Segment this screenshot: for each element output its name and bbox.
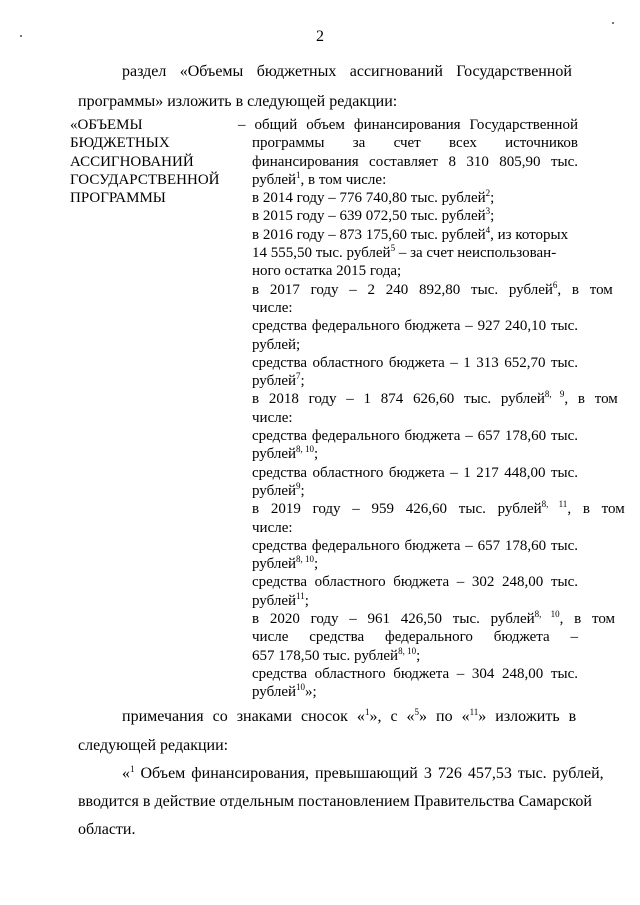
year-2020-line: числе средства федерального бюджета –	[252, 629, 578, 646]
table-left-cell	[70, 116, 230, 207]
year-2014-line: в 2014 году – 776 740,80 тыс. рублей$^2$;	[252, 188, 495, 207]
year-2020-line: 657 178,50 тыс. рублей$^{8, 10}$;	[252, 645, 421, 664]
footnote-line-3: области.	[78, 821, 136, 838]
year-2015-line: в 2015 году – 639 072,50 тыс. рублей$^3$;	[252, 206, 495, 225]
left-cell-line: АССИГНОВАНИЙ	[70, 153, 194, 170]
footnote-line-2: вводится в действие отдельным постановлением Правительства Самарской	[78, 793, 592, 810]
year-2018-line: рублей$^9$;	[252, 480, 305, 499]
table-right-cell	[238, 116, 625, 702]
year-2017-line: средства федерального бюджета – 927 240,10 тыс.	[252, 318, 578, 335]
left-cell-line: ГОСУДАРСТВЕННОЙ	[70, 171, 220, 188]
left-cell-line: БЮДЖЕТНЫХ	[70, 135, 170, 152]
funding-line: программы за счет всех источников	[252, 135, 578, 152]
year-2019-line: рублей$^{8, 10}$;	[252, 554, 319, 573]
year-2018-line: рублей$^{8, 10}$;	[252, 444, 319, 463]
scan-speck	[20, 35, 22, 37]
year-2019-line: числе:	[252, 519, 293, 536]
year-2019-line: средства федерального бюджета – 657 178,60 тыс.	[252, 537, 578, 554]
year-2019-line: в 2019 году – 959 426,60 тыс. рублей$^{8, 11}$, в том	[252, 499, 625, 518]
year-2016-line: ного остатка 2015 года;	[252, 263, 402, 280]
year-2018-line: числе:	[252, 409, 293, 426]
year-2018-line: средства федерального бюджета – 657 178,60 тыс.	[252, 428, 578, 445]
year-2018-line: средства областного бюджета – 1 217 448,00 тыс.	[252, 464, 578, 481]
year-2019-line: рублей$^{11}$;	[252, 590, 309, 609]
year-2017-line: рублей$^7$;	[252, 371, 305, 390]
notes-paragraph-line-2: следующей редакции:	[78, 737, 229, 754]
page-number: 2	[316, 28, 324, 45]
notes-paragraph-line-1: примечания со знаками сносок «$^1$», с «$^5$» по «$^{11}$» изложить в	[122, 707, 577, 725]
year-2018-line: в 2018 году – 1 874 626,60 тыс. рублей$^{8, 9}$, в том	[252, 389, 618, 408]
year-2016-line: в 2016 году – 873 175,60 тыс. рублей$^4$, из которых	[252, 224, 569, 243]
year-2017-line: средства областного бюджета – 1 313 652,70 тыс.	[252, 354, 578, 371]
year-2017-line: рублей;	[252, 336, 301, 353]
funding-line: – общий объем финансирования Государственной	[238, 117, 578, 133]
intro-line-2: программы» изложить в следующей редакции:	[78, 93, 398, 110]
year-2019-line: средства областного бюджета – 302 248,00 тыс.	[252, 574, 578, 591]
year-2020-line: рублей$^{10}$»;	[252, 682, 317, 701]
intro-line-1: раздел «Объемы бюджетных ассигнований Государственной	[122, 63, 572, 80]
scan-speck	[612, 22, 614, 24]
year-2017-line: в 2017 году – 2 240 892,80 тыс. рублей$^6$, в том	[252, 279, 613, 298]
left-cell-line: «ОБЪЕМЫ	[70, 117, 143, 133]
year-2017-line: числе:	[252, 299, 293, 316]
footnote-line-1: «$^1$ Объем финансирования, превышающий 3 726 457,53 тыс. рублей,	[122, 764, 604, 782]
funding-line: рублей$^1$, в том числе:	[252, 169, 387, 188]
year-2020-line: в 2020 году – 961 426,50 тыс. рублей$^{8, 10}$, в том	[252, 609, 616, 628]
year-2016-line: 14 555,50 тыс. рублей$^5$ – за счет неиспользован-	[252, 243, 557, 262]
year-2020-line: средства областного бюджета – 304 248,00 тыс.	[252, 665, 578, 682]
left-cell-line: ПРОГРАММЫ	[70, 190, 166, 207]
funding-line: финансирования составляет 8 310 805,90 тыс.	[252, 153, 578, 170]
